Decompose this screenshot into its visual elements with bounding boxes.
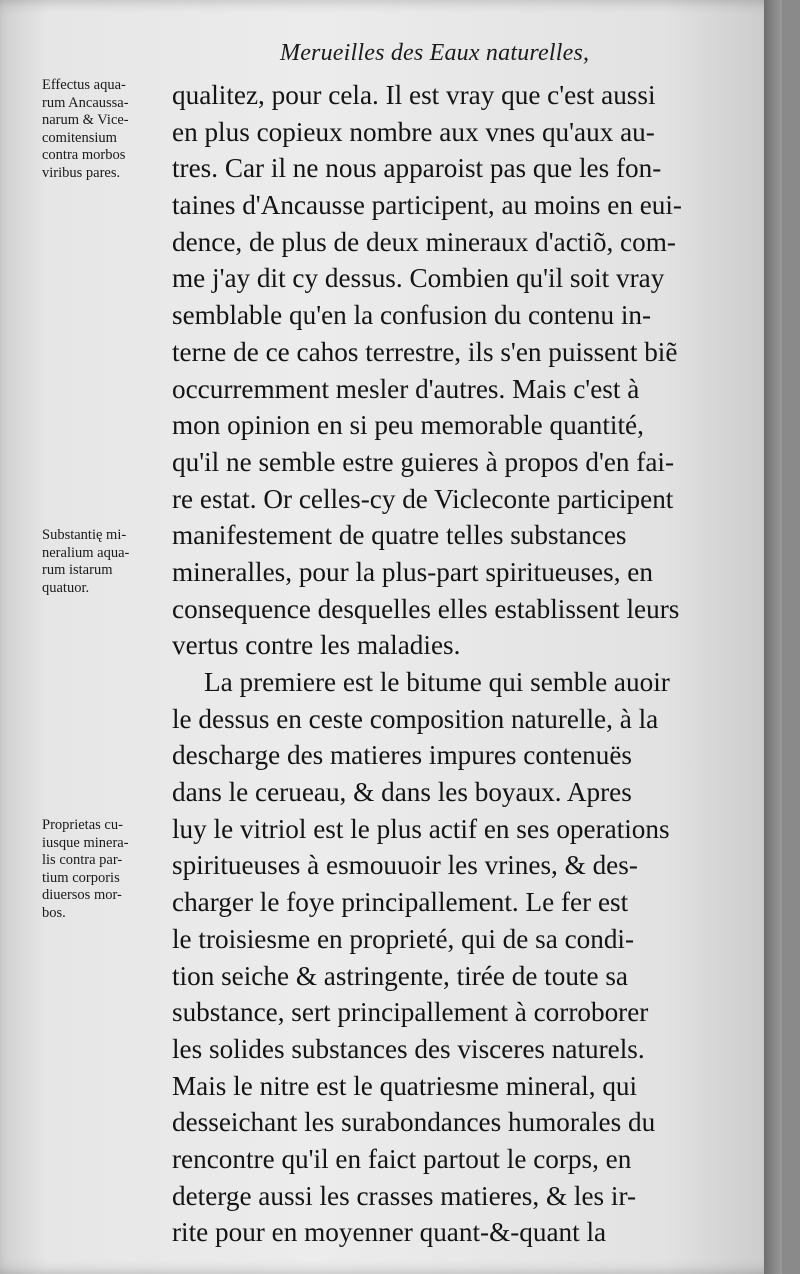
text-line: occurremment mesler d'autres. Mais c'est à — [172, 373, 640, 404]
margin-note-1 — [42, 77, 170, 182]
text-line: mon opinion en si peu memorable quantité, — [172, 410, 644, 441]
text-line: dence, de plus de deux mineraux d'actiõ, com- — [172, 226, 676, 257]
text-line: desseichant les surabondances humorales du — [172, 1107, 656, 1138]
text-line: me j'ay dit cy dessus. Combien qu'il soit vray — [172, 263, 665, 294]
text-line: substance, sert principallement à corroborer — [172, 997, 649, 1028]
text-line: vertus contre les maladies. — [172, 630, 461, 661]
page-edge-shadow — [764, 0, 782, 1274]
margin-note-line: contra morbos — [42, 147, 126, 163]
text-line: semblable qu'en la confusion du contenu in- — [172, 300, 652, 331]
paragraph-first-line: La premiere est le bitume qui semble auoir — [204, 667, 670, 697]
text-line: qualitez, pour cela. Il est vray que c'est aussi — [172, 80, 656, 110]
text-line: tion seiche & astringente, tirée de toute sa — [172, 960, 628, 991]
text-line: deterge aussi les crasses matieres, & les ir- — [172, 1180, 637, 1211]
margin-note-line: Proprietas cu- — [42, 817, 123, 833]
text-line: re estat. Or celles-cy de Vicleconte participent — [172, 483, 674, 514]
text-line: rite pour en moyenner quant-&-quant la — [172, 1217, 607, 1248]
text-line: luy le vitriol est le plus actif en ses operations — [172, 813, 670, 844]
text-line: rencontre qu'il en faict partout le corps, en — [172, 1143, 632, 1174]
text-line: tres. Car il ne nous apparoist pas que les fon- — [172, 153, 662, 184]
margin-note-line: quatuor. — [42, 579, 90, 596]
text-line: le dessus en ceste composition naturelle, à la — [172, 703, 659, 734]
text-line: manifestement de quatre telles substances — [172, 520, 627, 551]
text-line: les solides substances des visceres naturels. — [172, 1033, 645, 1064]
margin-note-line: bos. — [42, 904, 66, 921]
body-text — [172, 77, 732, 1251]
text-line: dans le cerueau, & dans les boyaux. Apres — [172, 777, 632, 808]
margin-note-line: rum istarum — [42, 562, 113, 578]
text-line: charger le foye principallement. Le fer est — [172, 887, 629, 918]
text-line: en plus copieux nombre aux vnes qu'aux au- — [172, 116, 655, 147]
margin-note-line: Substantię mi- — [42, 527, 127, 543]
margin-note-line: viribus pares. — [42, 164, 121, 181]
margin-note-line: Effectus aqua- — [42, 77, 126, 93]
margin-note-line: tium corporis — [42, 869, 120, 886]
margin-note-3 — [42, 817, 170, 922]
margin-note-line: iusque minera- — [42, 834, 129, 851]
margin-note-line: lis contra par- — [42, 852, 123, 868]
margin-note-line: diuersos mor- — [42, 887, 122, 903]
text-line: mineralles, pour la plus-part spiritueuses, en — [172, 556, 653, 587]
margin-note-line: neralium aqua- — [42, 544, 130, 561]
text-line: descharge des matieres impures contenuës — [172, 740, 633, 771]
margin-note-line: rum Ancaussa- — [42, 94, 129, 111]
running-head: Merueilles des Eaux naturelles, — [280, 40, 590, 66]
text-line: terne de ce cahos terrestre, ils s'en puissent biẽ — [172, 336, 678, 367]
margin-note-line: narum & Vice- — [42, 112, 129, 128]
text-line: taines d'Ancausse participent, au moins en eui- — [172, 190, 682, 221]
text-line: le troisiesme en proprieté, qui de sa condi- — [172, 923, 635, 954]
margin-note-line: comitensium — [42, 129, 117, 146]
text-line: consequence desquelles elles establissent leurs — [172, 593, 680, 624]
margin-note-2 — [42, 527, 170, 597]
text-line: spiritueuses à esmouuoir les vrines, & des- — [172, 850, 638, 881]
text-line: qu'il ne semble estre guieres à propos d'en fai- — [172, 446, 675, 477]
text-line: Mais le nitre est le quatriesme mineral, qui — [172, 1070, 638, 1101]
